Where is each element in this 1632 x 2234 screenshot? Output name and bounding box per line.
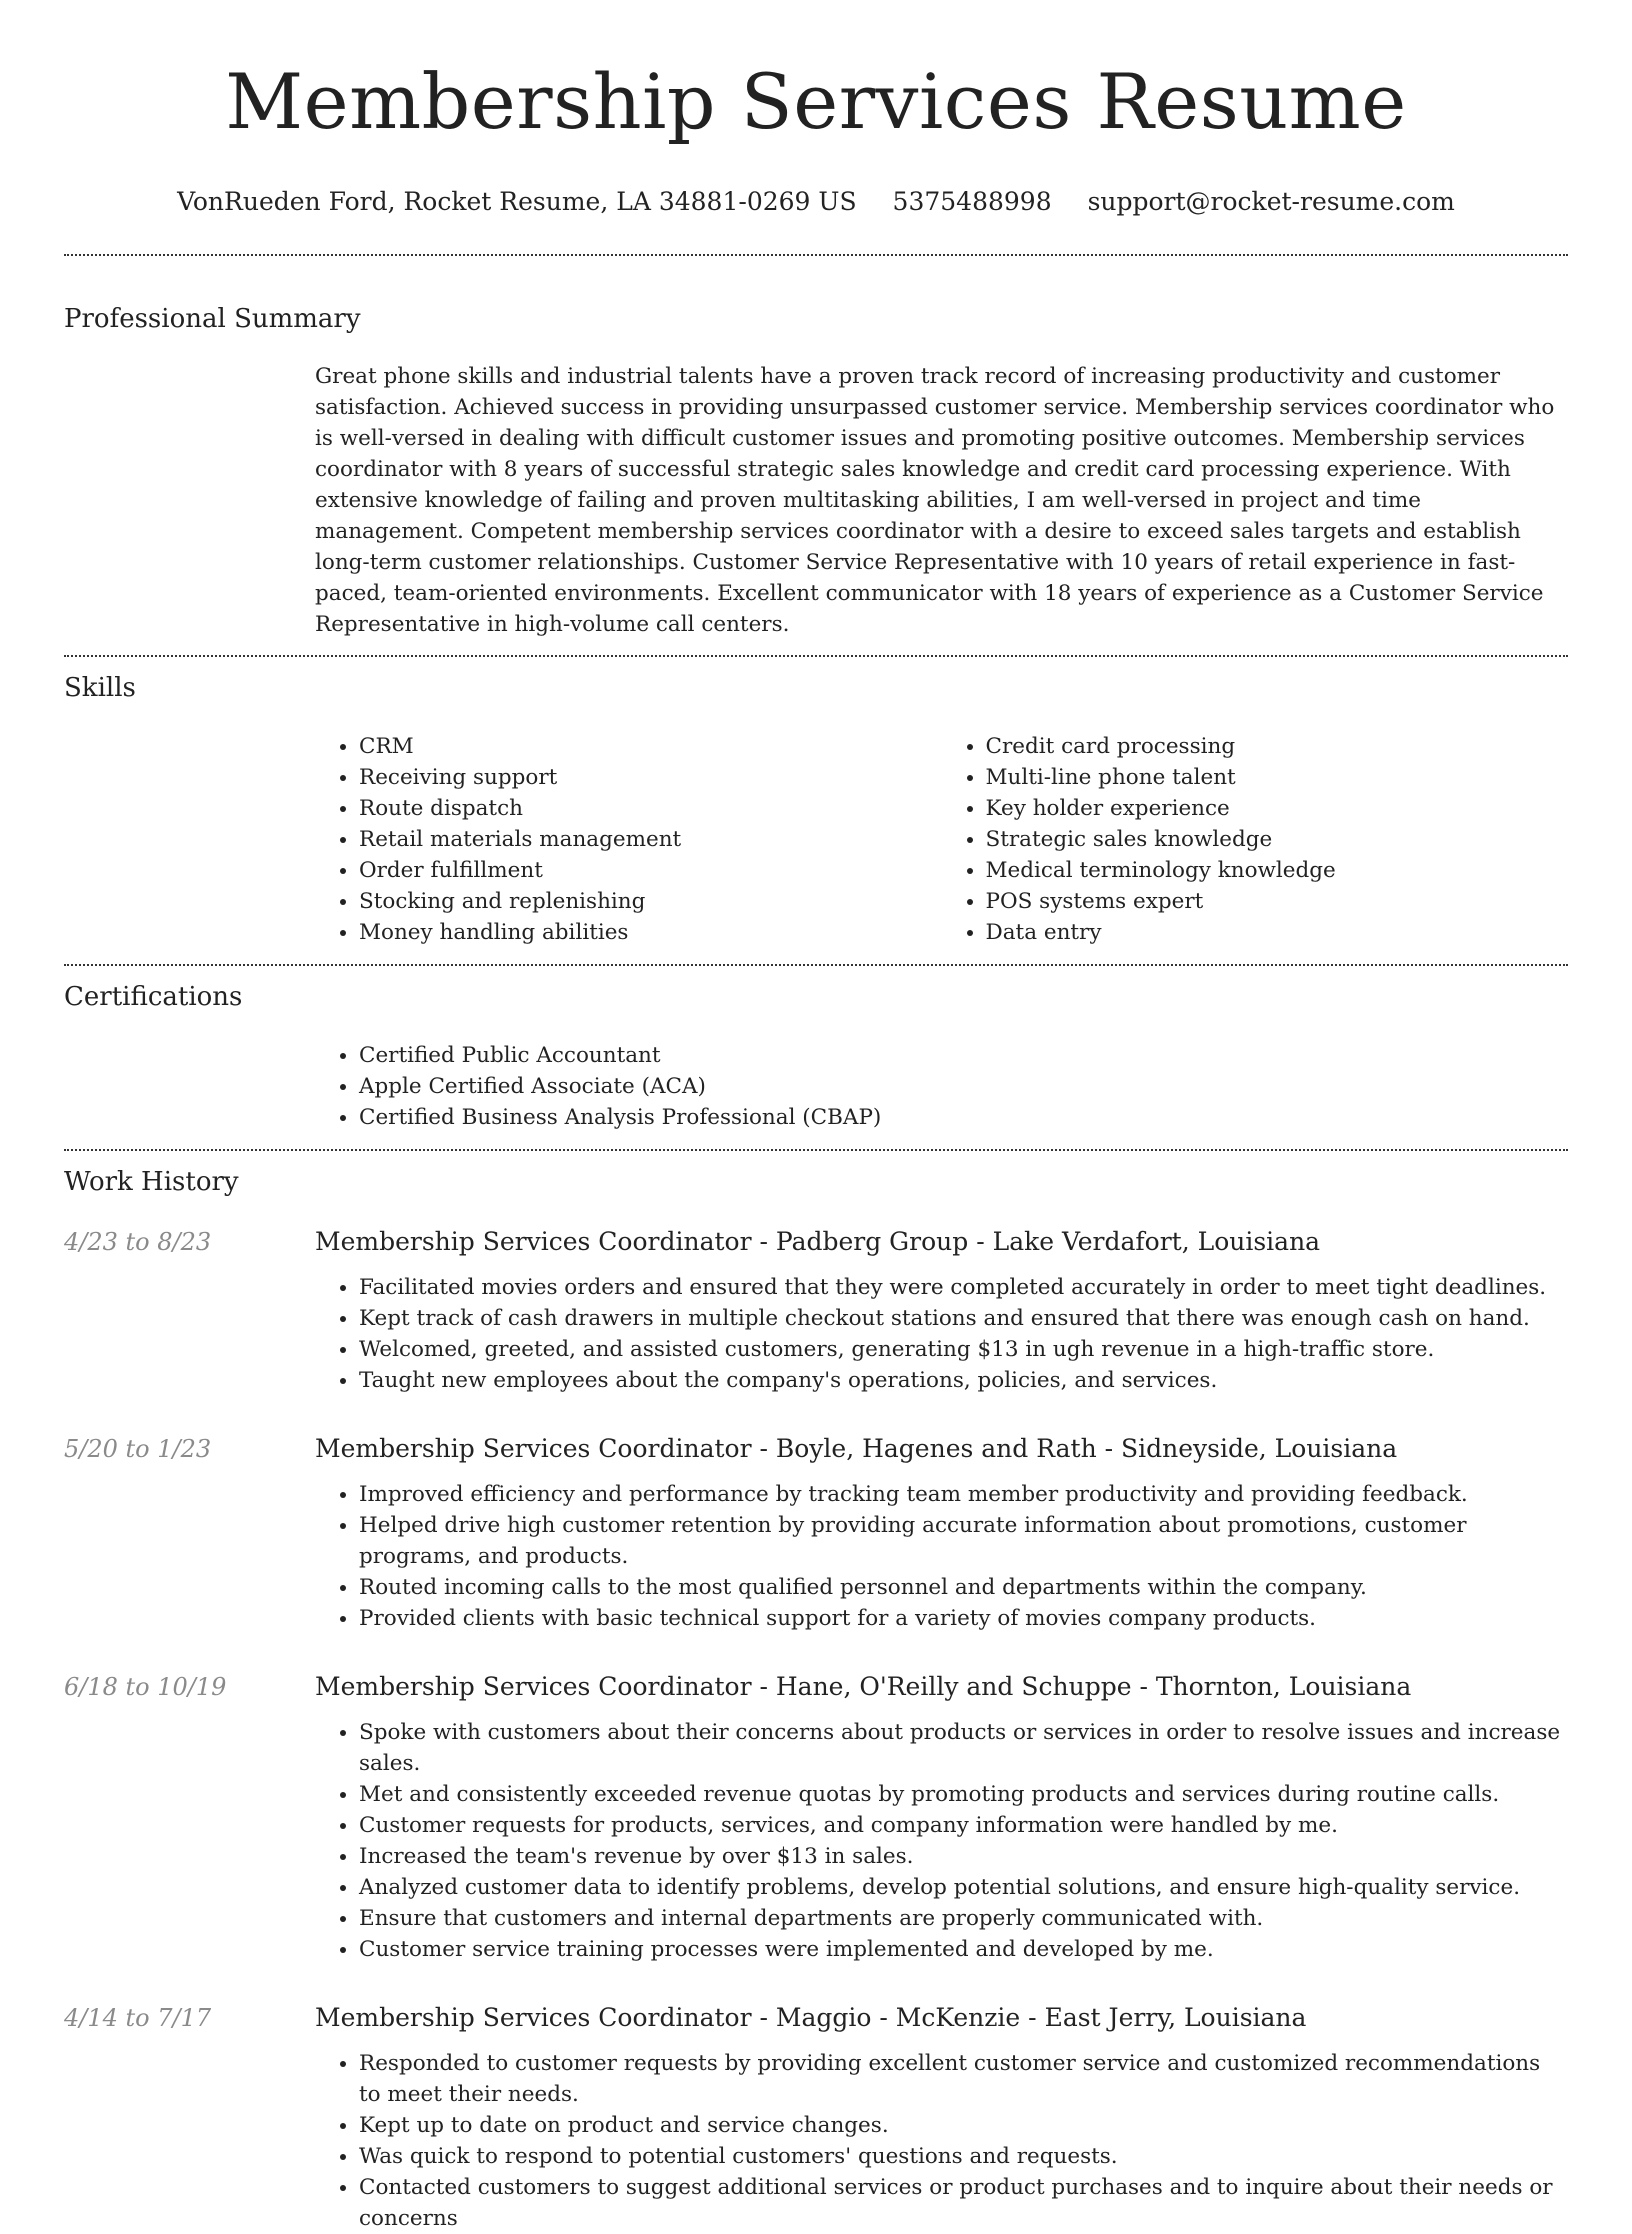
job-bullets xyxy=(315,2048,1568,2234)
job-bullet: • Spoke with customers about their concerns about products or services in order to resolve issues and increase sales. xyxy=(359,1717,1568,1779)
job-bullet: • Welcomed, greeted, and assisted customers, generating $13 in ugh revenue in a high-traffic store. xyxy=(359,1334,1568,1365)
skill-item: • Receiving support xyxy=(359,762,942,793)
skill-item: • Multi-line phone talent xyxy=(986,762,1569,793)
job-dates: 4/23 to 8/23 xyxy=(64,1228,212,1256)
job-title: Membership Services Coordinator - Hane, O'Reilly and Schuppe - Thornton, Louisiana xyxy=(315,1672,1412,1701)
job-dates: 4/14 to 7/17 xyxy=(64,2004,212,2032)
skill-item: • Retail materials management xyxy=(359,824,942,855)
job-bullet: • Responded to customer requests by providing excellent customer service and customized recommendations to meet their needs. xyxy=(359,2048,1568,2110)
job-bullet: • Facilitated movies orders and ensured that they were completed accurately in order to meet tight deadlines. xyxy=(359,1272,1568,1303)
section-heading: Work History xyxy=(64,1167,239,1197)
job-title: Membership Services Coordinator - Maggio - McKenzie - East Jerry, Louisiana xyxy=(315,2003,1307,2032)
skill-item: • Route dispatch xyxy=(359,793,942,824)
job-bullet: • Increased the team's revenue by over $13 in sales. xyxy=(359,1841,1568,1872)
job-bullet: • Contacted customers to suggest additional services or product purchases and to inquire about their needs or concerns xyxy=(359,2172,1568,2234)
job-bullet: • Taught new employees about the company's operations, policies, and services. xyxy=(359,1365,1568,1396)
job-bullet: • Kept up to date on product and service changes. xyxy=(359,2110,1568,2141)
page-title: Membership Services Resume xyxy=(225,57,1407,146)
job-bullet: • Routed incoming calls to the most qualified personnel and departments within the company. xyxy=(359,1572,1568,1603)
certification-item: • Apple Certified Associate (ACA) xyxy=(359,1071,1568,1102)
certifications-section xyxy=(64,966,1568,1149)
skills-list-right xyxy=(942,731,1569,948)
skills-columns xyxy=(315,731,1568,964)
skill-item: • Data entry xyxy=(986,917,1569,948)
contact-address: VonRueden Ford, Rocket Resume, LA 34881-0269 US xyxy=(177,187,857,216)
section-heading: Professional Summary xyxy=(64,304,361,334)
job-entry xyxy=(64,2001,1568,2234)
job-bullet: • Kept track of cash drawers in multiple checkout stations and ensured that there was enough cash on hand. xyxy=(359,1303,1568,1334)
job-bullet: • Was quick to respond to potential customers' questions and requests. xyxy=(359,2141,1568,2172)
job-bullets xyxy=(315,1479,1568,1634)
skill-item: • Strategic sales knowledge xyxy=(986,824,1569,855)
skill-item: • Stocking and replenishing xyxy=(359,886,942,917)
job-bullet: • Helped drive high customer retention by providing accurate information about promotions, customer programs, and products. xyxy=(359,1510,1568,1572)
work-history-section xyxy=(64,1151,1568,2234)
section-heading: Certifications xyxy=(64,982,243,1012)
job-bullet: • Met and consistently exceeded revenue quotas by promoting products and services during routine calls. xyxy=(359,1779,1568,1810)
skill-item: • Money handling abilities xyxy=(359,917,942,948)
job-bullets xyxy=(315,1272,1568,1396)
job-entry xyxy=(64,1225,1568,1396)
section-heading: Skills xyxy=(64,673,136,703)
job-title: Membership Services Coordinator - Boyle, Hagenes and Rath - Sidneyside, Louisiana xyxy=(315,1434,1398,1463)
job-dates: 5/20 to 1/23 xyxy=(64,1435,212,1463)
skills-section xyxy=(64,657,1568,964)
job-entry xyxy=(64,1432,1568,1634)
job-title: Membership Services Coordinator - Padberg Group - Lake Verdafort, Louisiana xyxy=(315,1227,1321,1256)
skill-item: • POS systems expert xyxy=(986,886,1569,917)
skill-item: • Key holder experience xyxy=(986,793,1569,824)
skill-item: • Order fulfillment xyxy=(359,855,942,886)
job-bullet: • Ensure that customers and internal departments are properly communicated with. xyxy=(359,1903,1568,1934)
job-bullet: • Improved efficiency and performance by tracking team member productivity and providing feedback. xyxy=(359,1479,1568,1510)
job-bullet: • Customer service training processes were implemented and developed by me. xyxy=(359,1934,1568,1965)
job-bullet: • Provided clients with basic technical support for a variety of movies company products. xyxy=(359,1603,1568,1634)
skills-list-left xyxy=(315,731,942,948)
summary-text: Great phone skills and industrial talents have a proven track record of increasing productivity and customer satisfaction. Achieved success in providing unsurpassed customer service. Membership services coordinator who is well-versed in dealing with difficult customer issues and promoting positive outcomes. Membership services coordinator with 8 years of successful strategic sales knowledge and credit card processing experience. With extensive knowledge of failing and proven multitasking abilities, I am well-versed in project and time management. Competent membership services coordinator with a desire to exceed sales targets and establish long-term customer relationships. Customer Service Representative with 10 years of retail experience in fast-paced, team-oriented environments. Excellent communicator with 18 years of experience as a Customer Service Representative in high-volume call centers. xyxy=(315,364,1555,637)
skill-item: • Medical terminology knowledge xyxy=(986,855,1569,886)
certification-item: • Certified Public Accountant xyxy=(359,1040,1568,1071)
certifications-content xyxy=(315,1040,1568,1149)
skill-item: • CRM xyxy=(359,731,942,762)
contact-line xyxy=(64,186,1568,218)
job-bullets xyxy=(315,1717,1568,1965)
job-bullet: • Analyzed customer data to identify problems, develop potential solutions, and ensure high-quality service. xyxy=(359,1872,1568,1903)
job-entry xyxy=(64,1670,1568,1965)
certifications-list xyxy=(315,1040,1568,1133)
professional-summary-section xyxy=(64,256,1568,655)
contact-email: support@rocket-resume.com xyxy=(1087,187,1455,216)
contact-phone: 5375488998 xyxy=(892,187,1052,216)
skill-item: • Credit card processing xyxy=(986,731,1569,762)
certification-item: • Certified Business Analysis Professional (CBAP) xyxy=(359,1102,1568,1133)
job-bullet: • Customer requests for products, services, and company information were handled by me. xyxy=(359,1810,1568,1841)
job-dates: 6/18 to 10/19 xyxy=(64,1673,227,1701)
